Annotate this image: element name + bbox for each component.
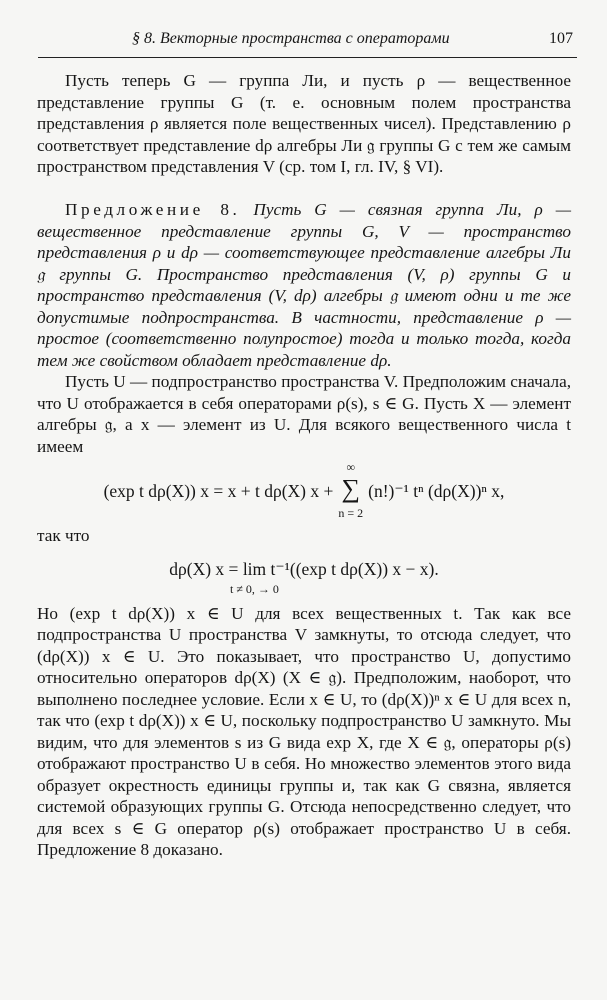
formula-exp-left: (exp t dρ(X)) x = x + t dρ(X) x + xyxy=(103,481,338,501)
sum-upper-limit: ∞ xyxy=(346,460,356,474)
formula-exp-right: (n!)⁻¹ tⁿ (dρ(X))ⁿ x, xyxy=(363,481,505,501)
header-rule xyxy=(38,57,577,58)
sum-lower-limit: n = 2 xyxy=(338,506,364,520)
lim-word: lim xyxy=(242,558,267,579)
limit-operator xyxy=(230,558,279,596)
paragraph-intro: Пусть теперь G — группа Ли, и пусть ρ — вещественное представление группы G (т. е. основным полем пространства представления ρ является поле вещественных чисел). Представлению ρ соответствует представление dρ алгебры Ли 𝔤 группы G с тем же самым пространством представления V (ср. том I, гл. IV, § VI). xyxy=(37,71,571,176)
formula-limit-left: dρ(X) x = xyxy=(169,558,243,579)
proposition-label: Предложение 8. xyxy=(65,200,241,219)
paragraph-proof-end: Но (exp t dρ(X)) x ∈ U для всех вещественных t. Так как все подпространства U пространства V замкнуты, то отсюда следует, что (dρ(X)) x ∈ U. Это показывает, что пространство U, допустимо относительно операторов dρ(X) (X ∈ 𝔤). Предположим, наоборот, что выполнено последнее условие. Если x ∈ U, то (dρ(X))ⁿ x ∈ U для всех n, так что (exp t dρ(X)) x ∈ U, поскольку подпространство U замкнуто. Мы видим, что для элементов s из G вида exp X, где X ∈ 𝔤, операторы ρ(s) отображают пространство U в себя. Но множество элементов этого вида образует окрестность единицы группы и, так как G связна, является системой образующих группы G. Отсюда непосредственно следует, что для всех s ∈ G оператор ρ(s) отображает пространство U в себя. Предложение 8 доказано. xyxy=(37,603,571,859)
formula-limit-right: t⁻¹((exp t dρ(X)) x − x). xyxy=(266,558,439,579)
proposition-text: Пусть G — связная группа Ли, ρ — вещественное представление группы G, V — пространство представления ρ и dρ — соответствующее представление алгебры Ли 𝔤 группы G. Пространство представления (V, ρ) группы G и пространство представления (V, dρ) алгебры 𝔤 имеют одни и те же допустимые подпространства. В частности, представление ρ — простое (соответственно полупростое) тогда и только тогда, когда тем же свойством обладает представление dρ. xyxy=(37,200,571,370)
paragraph-proof-start: Пусть U — подпространство пространства V. Предположим сначала, что U отображается в себя операторами ρ(s), s ∈ G. Пусть X — элемент алгебры 𝔤, а x — элемент из U. Для всякого вещественного числа t имеем xyxy=(37,372,571,456)
so-that-text: так что xyxy=(37,526,90,545)
section-title: § 8. Векторные пространства с операторами xyxy=(132,30,450,47)
proposition xyxy=(37,199,571,371)
limit-subscript: t ≠ 0, → 0 xyxy=(230,581,279,596)
formula-limit xyxy=(37,559,571,597)
page-number: 107 xyxy=(549,30,573,47)
page-body xyxy=(37,70,571,861)
spacer xyxy=(37,178,571,200)
sum-symbol xyxy=(338,460,364,520)
formula-exp-series xyxy=(37,460,571,520)
sigma-glyph: ∑ xyxy=(341,474,361,503)
